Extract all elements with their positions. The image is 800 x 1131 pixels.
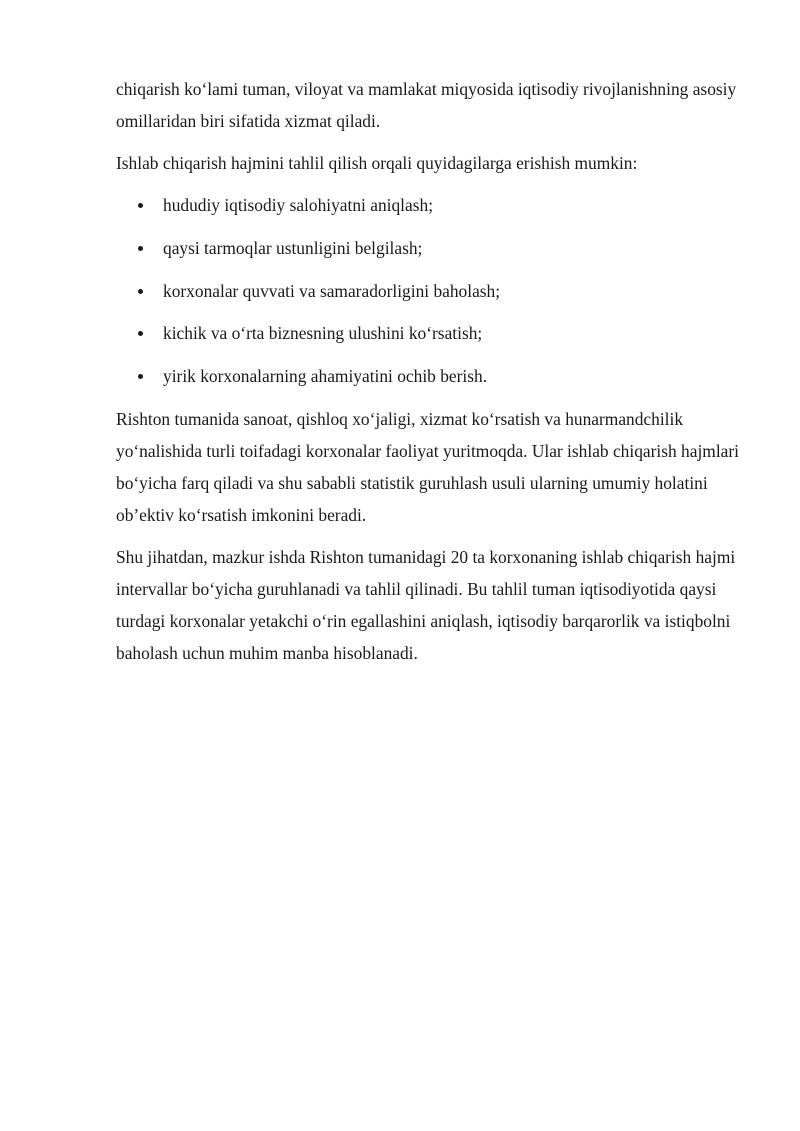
paragraph-intro-continuation: chiqarish ko‘lami tuman, viloyat va mamlakat miqyosida iqtisodiy rivojlanishning asosiy omillaridan biri sifatida xizmat qiladi. bbox=[116, 79, 737, 131]
list-item: qaysi tarmoqlar ustunligini belgilash; bbox=[116, 232, 746, 264]
list-item: korxonalar quvvati va samaradorligini baholash; bbox=[116, 275, 746, 307]
bullet-list bbox=[116, 189, 746, 392]
document-page bbox=[116, 73, 746, 679]
paragraph-rishton-enterprises: Rishton tumanida sanoat, qishloq xo‘jaligi, xizmat ko‘rsatish va hunarmandchilik yo‘nalishida turli toifadagi korxonalar faoliyat yuritmoqda. Ular ishlab chiqarish hajmlari bo‘yicha farq qiladi va shu sababli statistik guruhlash usuli ularning umumiy holatini ob’ektiv ko‘rsatish imkonini beradi. bbox=[116, 408, 739, 525]
list-item: kichik va o‘rta biznesning ulushini ko‘rsatish; bbox=[116, 317, 746, 349]
list-item: yirik korxonalarning ahamiyatini ochib berish. bbox=[116, 360, 746, 392]
paragraph-list-lead: Ishlab chiqarish hajmini tahlil qilish orqali quyidagilarga erishish mumkin: bbox=[116, 153, 638, 173]
list-item: hududiy iqtisodiy salohiyatni aniqlash; bbox=[116, 189, 746, 221]
paragraph-analysis-purpose: Shu jihatdan, mazkur ishda Rishton tumanidagi 20 ta korxonaning ishlab chiqarish hajmi intervallar bo‘yicha guruhlanadi va tahlil qilinadi. Bu tahlil tuman iqtisodiyotida qaysi turdagi korxonalar yetakchi o‘rin egallashini aniqlash, iqtisodiy barqarorlik va istiqbolni baholash uchun muhim manba hisoblanadi. bbox=[116, 546, 736, 663]
